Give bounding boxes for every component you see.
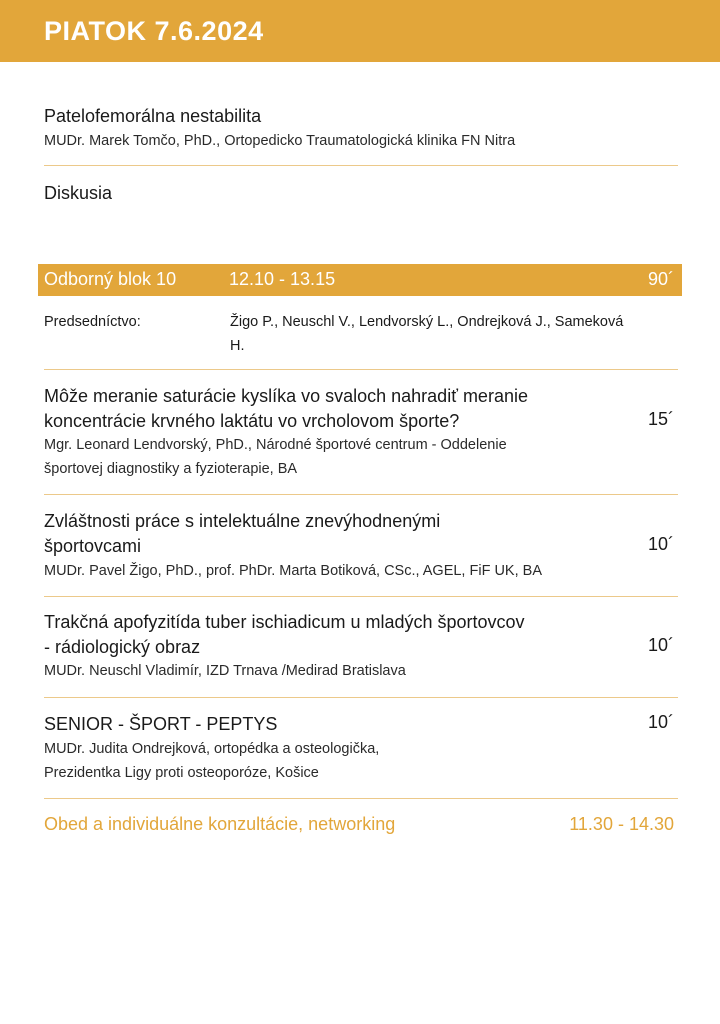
talk-duration: 10´ — [647, 534, 674, 554]
talk-title-line: športovcami — [44, 536, 142, 556]
block-name: Odborný blok 10 — [44, 269, 177, 289]
talk-author-line: MUDr. Neuschl Vladimír, IZD Trnava /Medirad Bratislava — [44, 663, 406, 679]
talk-title-line: Môže meranie saturácie kyslíka vo svaloch nahradiť meranie — [44, 386, 528, 406]
page-title: PIATOK 7.6.2024 — [44, 16, 264, 46]
talk-title-line: koncentrácie krvného laktátu vo vrcholovom športe? — [44, 411, 460, 431]
chair-label: Predsedníctvo: — [44, 314, 141, 330]
divider — [44, 494, 678, 495]
talk-author-line: MUDr. Judita Ondrejková, ortopédka a osteologička, — [44, 741, 380, 757]
talk-duration: 15´ — [647, 409, 674, 429]
talk-duration: 10´ — [647, 712, 674, 732]
block-header-bar — [38, 264, 682, 296]
talk-duration: 10´ — [647, 635, 674, 655]
talk-title-line: Trakčná apofyzitída tuber ischiadicum u mladých športovcov — [44, 612, 525, 632]
block-duration: 90´ — [647, 269, 674, 289]
page-header — [0, 0, 720, 62]
divider — [44, 165, 678, 166]
talk-title-line: SENIOR - ŠPORT - PEPTYS — [44, 714, 278, 734]
talk-author: MUDr. Marek Tomčo, PhD., Ortopedicko Traumatologická klinika FN Nitra — [44, 133, 516, 149]
chair-names: Žigo P., Neuschl V., Lendvorský L., Ondrejková J., Sameková H. — [230, 314, 624, 354]
divider — [44, 798, 678, 799]
divider — [44, 369, 678, 370]
talk-author-line: MUDr. Pavel Žigo, PhD., prof. PhDr. Marta Botiková, CSc., AGEL, FiF UK, BA — [44, 563, 542, 579]
discussion-title: Diskusia — [44, 183, 113, 203]
talk-author-line: športovej diagnostiky a fyzioterapie, BA — [44, 461, 298, 477]
talk-title-line: - rádiologický obraz — [44, 637, 201, 657]
lunch-label: Obed a individuálne konzultácie, networking — [44, 814, 396, 834]
talk-title: Patelofemorálna nestabilita — [44, 106, 262, 126]
divider — [44, 596, 678, 597]
talk-author-line: Prezidentka Ligy proti osteoporóze, Košice — [44, 765, 319, 781]
divider — [44, 697, 678, 698]
block-time: 12.10 - 13.15 — [229, 269, 336, 289]
lunch-time: 11.30 - 14.30 — [569, 814, 674, 834]
talk-author-line: Mgr. Leonard Lendvorský, PhD., Národné športové centrum - Oddelenie — [44, 437, 507, 453]
talk-title-line: Zvláštnosti práce s intelektuálne znevýhodnenými — [44, 511, 441, 531]
